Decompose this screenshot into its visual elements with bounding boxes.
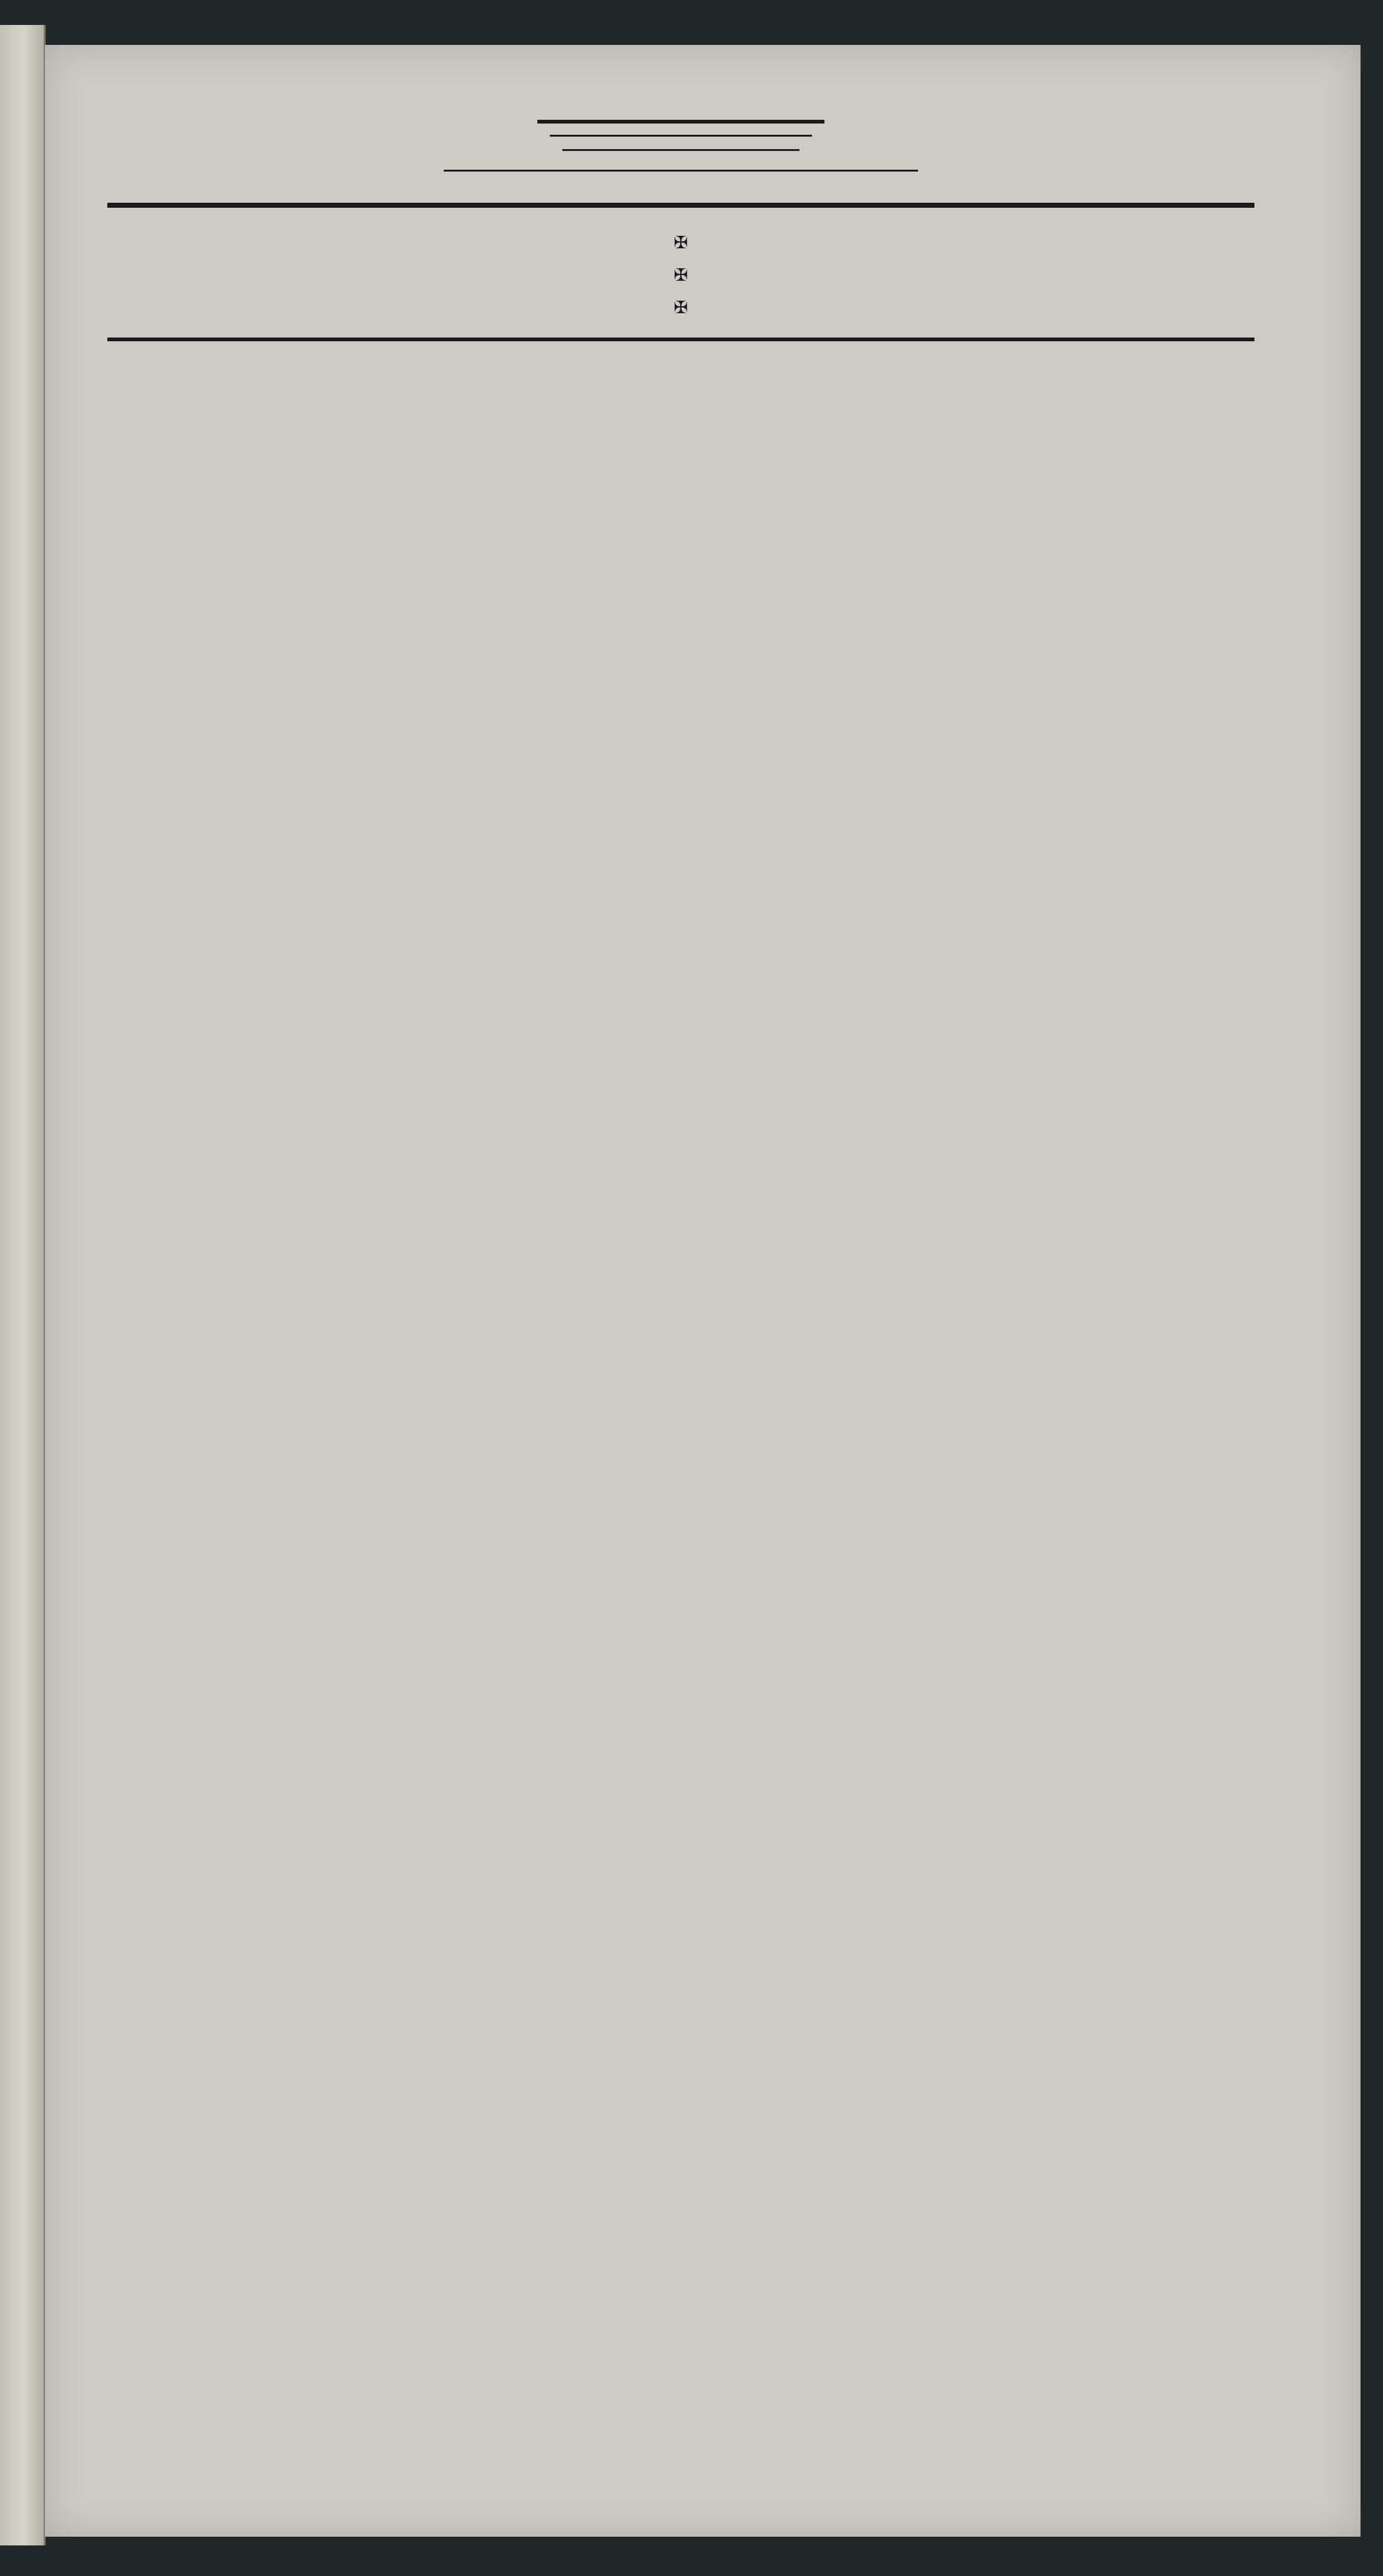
playbill-page: [45, 45, 1361, 2537]
border-top: [89, 45, 1317, 101]
footer-rule: [107, 338, 1254, 341]
prices-rule: [107, 203, 1254, 208]
price-divider: [672, 220, 690, 323]
divider-ornament-icon: ✠: [674, 261, 688, 286]
book-binding-edge: [0, 25, 46, 2545]
subscription-rule: [550, 135, 812, 137]
heading-rule: [537, 120, 824, 124]
border-bottom: [89, 2481, 1317, 2537]
divider-ornament-icon: ✠: [674, 293, 688, 319]
date-rule: [562, 149, 799, 151]
playbill-content: [82, 120, 1279, 348]
border-right: [1298, 70, 1354, 2512]
divider-ornament-icon: ✠: [674, 228, 688, 254]
price-table: [82, 220, 1279, 323]
subtitle-rule: [444, 170, 918, 172]
